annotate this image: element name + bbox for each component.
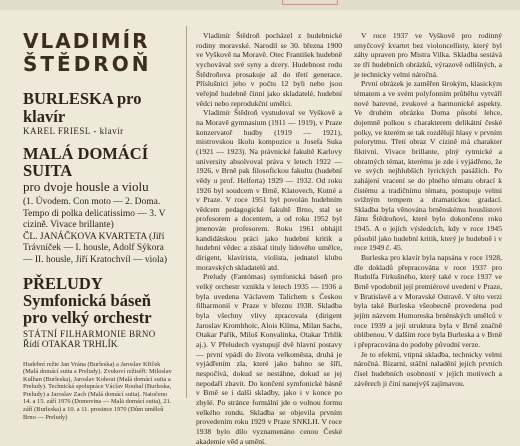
quartet-performers: ČL. JANÁČKOVA KVARTETA (Jiří Trávníček — I. housle, Adolf Sýkora — II. housle, Jiří Kratochvíl — viola) bbox=[23, 231, 168, 265]
suite-title-line-2: SUITA bbox=[23, 161, 73, 180]
column-divider bbox=[186, 26, 187, 398]
composer-last-name: ŠTĚDROŇ bbox=[23, 52, 152, 76]
top-strip bbox=[0, 0, 520, 10]
preludy-subtitle: Symfonická báseň pro velký orchestr bbox=[23, 291, 152, 327]
liner-paragraph: V roce 1937 ve Vyškově pro rodinný smyčcový kvartet bez violoncellisty, který byl záhy upraven pro Mistra Vilka. Skladba sestává ze tří hudebních obrázků, výrazově odlišných, a je technicky velmi náročná. bbox=[354, 31, 502, 79]
burleska-performer: KAREL FRIESL - klavír bbox=[23, 126, 124, 136]
suite-subtitle: pro dvoje housle a violu bbox=[23, 179, 149, 194]
title-column bbox=[23, 30, 173, 421]
liner-paragraph: Je to efektní, vtipná skladba, technicky velmi náročná. Bizarní, stáční naladění jejích prvních čísel hudebních osobností v jejích motivech a závěrech ji činí nanejvýš zajímavou. bbox=[354, 349, 502, 388]
suite-title-line-1: MALÁ DOMÁCÍ bbox=[23, 144, 149, 163]
liner-paragraph: Burleska pro klavír byla napsána v roce 1928, dle dokladů přepracována v roce 1937 pro Rudolfa Firkušného, který také v roce 1937 ve Brně vpodobnil její premiérové uvedení v Praze, v Bratislavě a v Moravské Ostravě. V této verzi byla také Burleska všeobecně provedena pod jejím názvem Humoreska brněnských umělců v roce 1939 a její struktura byla v Brně značně oblíbenou. V dalším roce byla Burleska a v Brně i přepracována do podoby původní verze. bbox=[354, 253, 502, 349]
composer-first-name: VLADIMÍR bbox=[23, 29, 150, 53]
liner-paragraph: Preludy (Fantómas) symfonická báseň pro velký orchestr vznikla v letech 1935 — 1936 a byla uvedena Václavem Talichem s Českou filharmonií v Praze v březnu 1938. Skladba byla všechny vlivy zpracovala (dirigent Jaroslav Krombholc, Alois Klíma, Milan Sachs, Otakar Pařík, Miloš Konvalinka, Otakar Trhlík aj.). V Přeludech vystupují dvě hlavní postavy — první vpádí do života velkoměsta, druhá je vyjádřením zla, které jako bahno se šíří, nespočívá, dokud se nestáhne, dokud se jej nepodaří zbavit. Do končení symfonické básně v Brně se i další skladby, jako i v konce po zbylé. Po stránce formální jde o volnou formu velkého rondu. Skladba se objevila prvním provedením roku 1929 v Praze SNKLH. V roce 1938 bylo dílo vyznamenáno cenou České akademie věd a umění. bbox=[196, 272, 342, 446]
liner-notes-column-2 bbox=[196, 31, 342, 446]
liner-paragraph: Vladimír Štědroň pocházel z hudebnické rodiny moravské. Narodil se 30. března 1900 ve Vyškově na Moravě. Otec František hudebně vychovával své syny a dcery. Hudebnost rodu Štědroňova prosakuje až do třetí generace. Příslušníci jeho v počtu 12 byli nebo jsou veřejně hudebně činní jako skladatelé, hudební vědci nebo reprodukční umělci. bbox=[196, 31, 342, 108]
liner-paragraph: Vladimír Štědroň vystudoval ve Vyškově a na Moravě gymnasium (1911 — 1919), v Praze konzervatoř hudby (1919 — 1921), mistrovskou školu kompozice u Josefa Suka (1921 — 1923). Na právnické fakultě Karlovy university absolvoval práva v letech 1922 — 1926, v Brně pak filosofickou fakultu (hudební vědy u prof. Helferta) 1929 — 1932. Od roku 1926 byl soudcem v Brně, Klatovech, Kutné a v Praze. V roce 1951 byl povolán hudebním vědcem pedagogické fakultě Brno, stal se profesorem a docentem, a od roku 1952 byl jmenován profesorem. Roku 1961 obhájil kandidátskou práci jako hudební kritik a hudební vědec a získal tituly lidového umělce, dirigent, klavírista, violista, jednatel klubu moravských skladatelů atd. bbox=[196, 108, 342, 272]
recording-credits: Hudební režie Jan Vrána (Burleska) a Jaroslav Křiček (Malá domácí suita a Preludy). Zvukoví režiséři: Miloslav Kulhan (Burleska), Jaroslav Kohout (Malá domácí suita a Preludy). Technická spolupráce Václav Roubal (Burleska, Preludy) a Jaroslav Zach (Malá domácí suita). Natočeno 14. a 15. září 1976 (Domovina — Malá domácí suita), 21. září (Burleska) a 10. a 11. prosince 1970 (Dům umělců Brno — Preludy) bbox=[23, 360, 172, 421]
suite-movements: (1. Úvodem. Con moto — 2. Doma. Tempo di polka delicatissimo — 3. V cizině. Vivace brillante) bbox=[23, 197, 166, 230]
stamp-mark bbox=[282, 0, 338, 5]
liner-notes-column-3 bbox=[354, 31, 502, 388]
burleska-title: BURLESKA pro klavír bbox=[23, 89, 142, 126]
conductor-name: Řídí OTAKAR TRHLÍK bbox=[23, 340, 118, 350]
orchestra-name: STÁTNÍ FILHARMONIE BRNO bbox=[23, 329, 156, 339]
liner-paragraph: První obrázek je zaměřen širokým, klasickým tématem a ve svém polyfonním průběhu vytváří nové barevné, zvukové a harmonické aspekty. Ve druhém obrázku Doma působí lehce, dojemně polkou s charakterem delikátní české polky, ve kterém se tak rozdělují hlasy v prvním polorytmu. Třetí obraz V cizině má charakter fiktivní. Vivace brillante, plný rytmické a obratných témat, kterému je zde i vyjádřeno, že ve svých nejhlubších lyrických pasážích. Po zahájení vracení se do plného tématu obrací k čistému a tradičnímu tématu, postupuje velmi svižným tempem a dramatickou gradací. Skladba byla věnována brněnskému houslistovi Jánu Štědroňovi, které bylo dokončeno roku 1945. A o jejích výsledcích, kdy v roce 1945 působil jako hudební kritik, který je hudebně i v roce 1949 č. 45. bbox=[354, 79, 502, 253]
preludy-title: PŘELUDY bbox=[23, 274, 103, 293]
